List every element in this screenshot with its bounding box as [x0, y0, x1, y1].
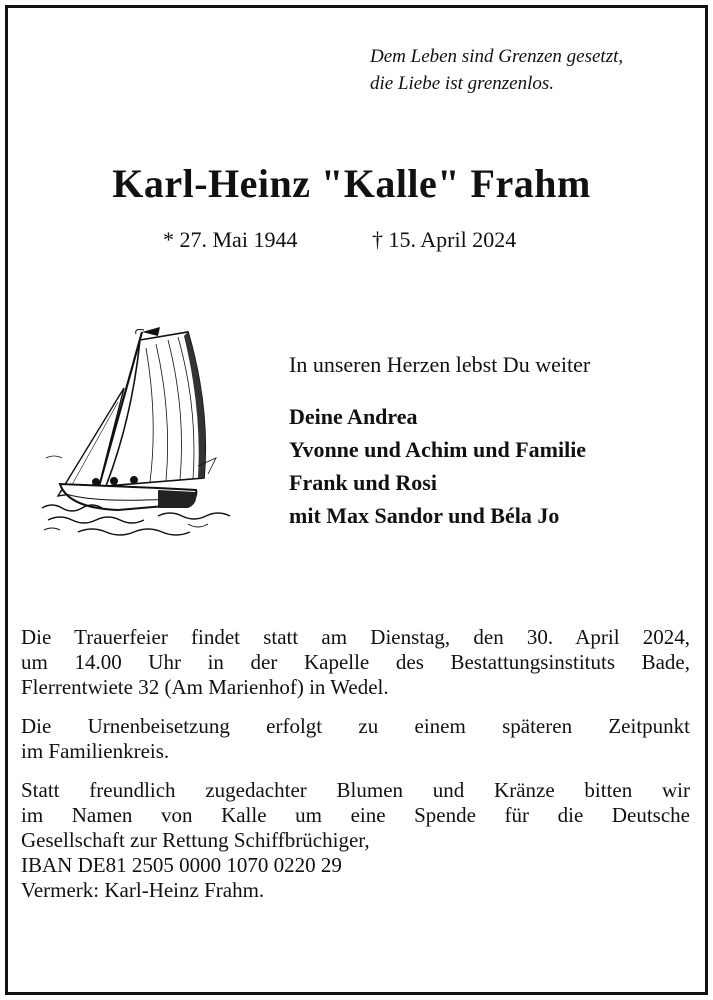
notice-details: [21, 625, 690, 917]
mourner-name: mit Max Sandor und Béla Jo: [289, 503, 560, 528]
deceased-name: Karl-Heinz "Kalle" Frahm: [112, 161, 591, 206]
reference-line: Vermerk: Karl-Heinz Frahm.: [21, 878, 265, 902]
motto-line-2: die Liebe ist grenzenlos.: [370, 73, 554, 94]
paragraph-line: Gesellschaft zur Rettung Schiffbrüchiger,: [21, 828, 370, 852]
paragraph-line: Statt freundlich zugedachter Blumen und Kränze bitten wir: [21, 778, 690, 802]
paragraph-line: im Familienkreis.: [21, 739, 170, 763]
urn-paragraph: [21, 714, 690, 764]
tribute-line: In unseren Herzen lebst Du weiter: [289, 352, 591, 377]
iban-line: IBAN DE81 2505 0000 1070 0220 29: [21, 853, 342, 877]
donation-paragraph: [21, 778, 690, 903]
paragraph-line: im Namen von Kalle um eine Spende für die Deutsche: [21, 803, 690, 827]
paragraph-line: Flerrentwiete 32 (Am Marienhof) in Wedel.: [21, 675, 389, 699]
sailboat-illustration: [38, 318, 238, 558]
motto-quote: [370, 43, 690, 97]
motto-line-1: Dem Leben sind Grenzen gesetzt,: [370, 46, 624, 67]
paragraph-line: Die Urnenbeisetzung erfolgt zu einem späteren Zeitpunkt: [21, 714, 690, 738]
paragraph-line: um 14.00 Uhr in der Kapelle des Bestattungsinstituts Bade,: [21, 650, 690, 674]
paragraph-line: Die Trauerfeier findet statt am Dienstag, den 30. April 2024,: [21, 625, 690, 649]
death-date: † 15. April 2024: [372, 227, 517, 252]
mourner-name: Deine Andrea: [289, 404, 418, 429]
mourner-name: Frank und Rosi: [289, 470, 437, 495]
funeral-paragraph: [21, 625, 690, 700]
mourners-list: [289, 400, 699, 532]
birth-date: * 27. Mai 1944: [163, 227, 298, 252]
mourner-name: Yvonne und Achim und Familie: [289, 437, 587, 462]
